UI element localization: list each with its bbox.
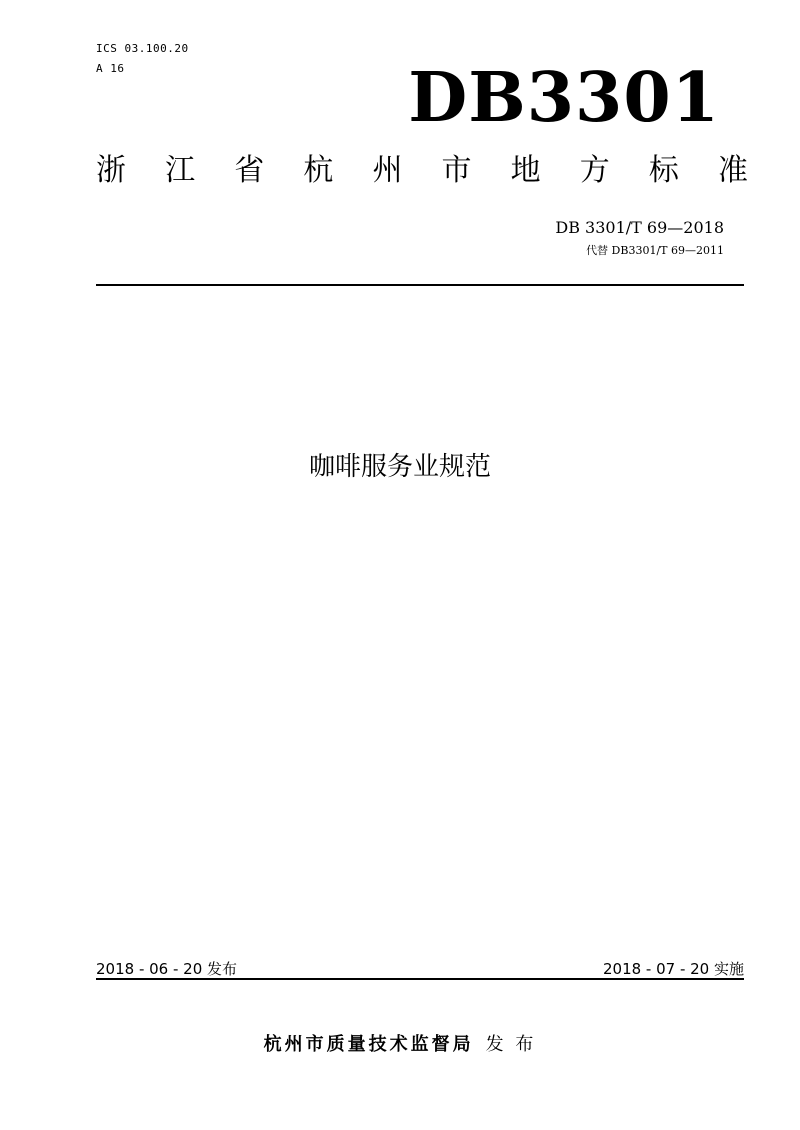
issuer-line [0,1030,800,1056]
standard-type-char: 方 [579,153,610,188]
bottom-divider [96,978,744,980]
implementation-date: 2018 - 07 - 20 实施 [602,960,744,978]
standard-type-char: 杭 [303,153,334,188]
standard-type-char: 省 [234,153,265,188]
top-divider [96,284,744,286]
document-title: 咖啡服务业规范 [308,452,491,482]
standard-type-char: 标 [648,153,679,188]
standard-type-char: 浙 [96,153,126,188]
replaces-note: 代替 DB3301/T 69—2011 [586,244,724,257]
issue-date: 2018 - 06 - 20 发布 [96,960,238,978]
standard-type-char: 州 [372,153,403,188]
standard-type-heading [96,153,748,188]
ics-code: ICS 03.100.20 [96,42,189,55]
issuer-suffix: 发 布 [485,1034,537,1055]
ccs-code: A 16 [96,62,125,75]
standard-type-char: 市 [441,153,472,188]
standard-type-char: 地 [510,153,541,188]
issuer-name: 杭州市质量技术监督局 [263,1034,474,1055]
standard-logo: DB3301 [408,58,720,138]
standard-type-char: 江 [165,153,196,188]
standard-number: DB 3301/T 69—2018 [555,218,724,237]
standard-type-char: 准 [717,153,748,188]
